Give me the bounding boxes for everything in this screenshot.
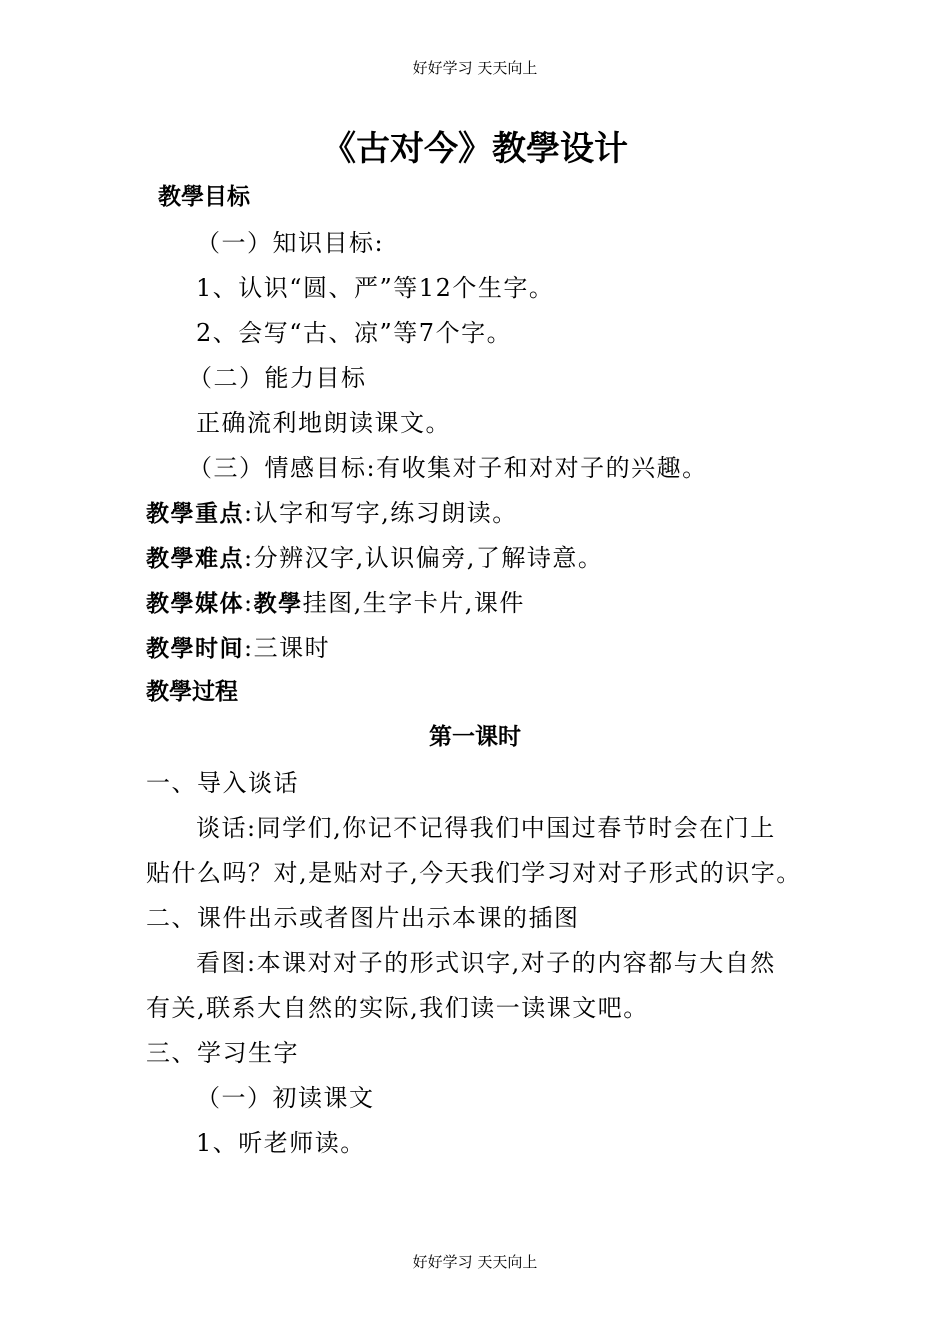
knowledge-item-2: 2、会写“古、凉”等7个字。 [196, 319, 513, 347]
title-pre: 《古对今》 [322, 129, 492, 169]
document-title [0, 129, 950, 169]
page-footer: 好好学习 天天向上 [412, 1253, 538, 1271]
ability-text: 正确流利地朗读课文。 [196, 409, 451, 437]
media-bold: 教學 [253, 591, 303, 617]
ability-objective: （二）能力目标 [188, 364, 367, 392]
section-3-item-1: 1、听老师读。 [196, 1129, 366, 1157]
time-text: :三课时 [244, 634, 331, 662]
time-label: 教學时间 [146, 636, 244, 662]
lesson1-heading: 第一课时 [429, 724, 521, 750]
time [146, 636, 330, 661]
page-header: 好好学习 天天向上 [412, 59, 538, 77]
title-bold: 教學 [492, 129, 560, 169]
difficulties-text: :分辨汉字,认识偏旁,了解诗意。 [244, 544, 604, 572]
section-1-para-1: 谈话:同学们,你记不记得我们中国过春节时会在门上 [196, 814, 776, 842]
knowledge-objective: （一）知识目标: [196, 229, 385, 257]
section-3-heading: 三、学习生字 [146, 1039, 299, 1067]
media-label: 教學媒体 [146, 591, 244, 617]
difficulties-label: 教學难点 [146, 546, 244, 572]
difficulties [146, 546, 603, 571]
title-post: 设计 [560, 129, 628, 169]
section-2-para-1: 看图:本课对对子的形式识字,对子的内容都与大自然 [196, 949, 776, 977]
key-points-text: :认字和写字,练习朗读。 [244, 499, 518, 527]
knowledge-item-1: 1、认识“圆、严”等12个生字。 [196, 274, 555, 302]
objectives-heading: 教學目标 [158, 184, 250, 210]
key-points-label: 教學重点 [146, 501, 244, 527]
media-colon: : [244, 589, 254, 617]
section-2-para-2: 有关,联系大自然的实际,我们读一读课文吧。 [146, 994, 649, 1022]
media [146, 591, 525, 616]
section-1-para-2: 贴什么吗？对,是贴对子,今天我们学习对对子形式的识字。 [146, 859, 802, 887]
emotion-objective: （三）情感目标:有收集对子和对对子的兴趣。 [188, 454, 708, 482]
media-text: 挂图,生字卡片,课件 [302, 589, 525, 617]
section-2-heading: 二、课件出示或者图片出示本课的插图 [146, 904, 580, 932]
section-1-heading: 一、导入谈话 [146, 769, 299, 797]
process-heading: 教學过程 [146, 679, 238, 705]
key-points [146, 501, 518, 526]
section-3-sub-a: （一）初读课文 [196, 1084, 375, 1112]
